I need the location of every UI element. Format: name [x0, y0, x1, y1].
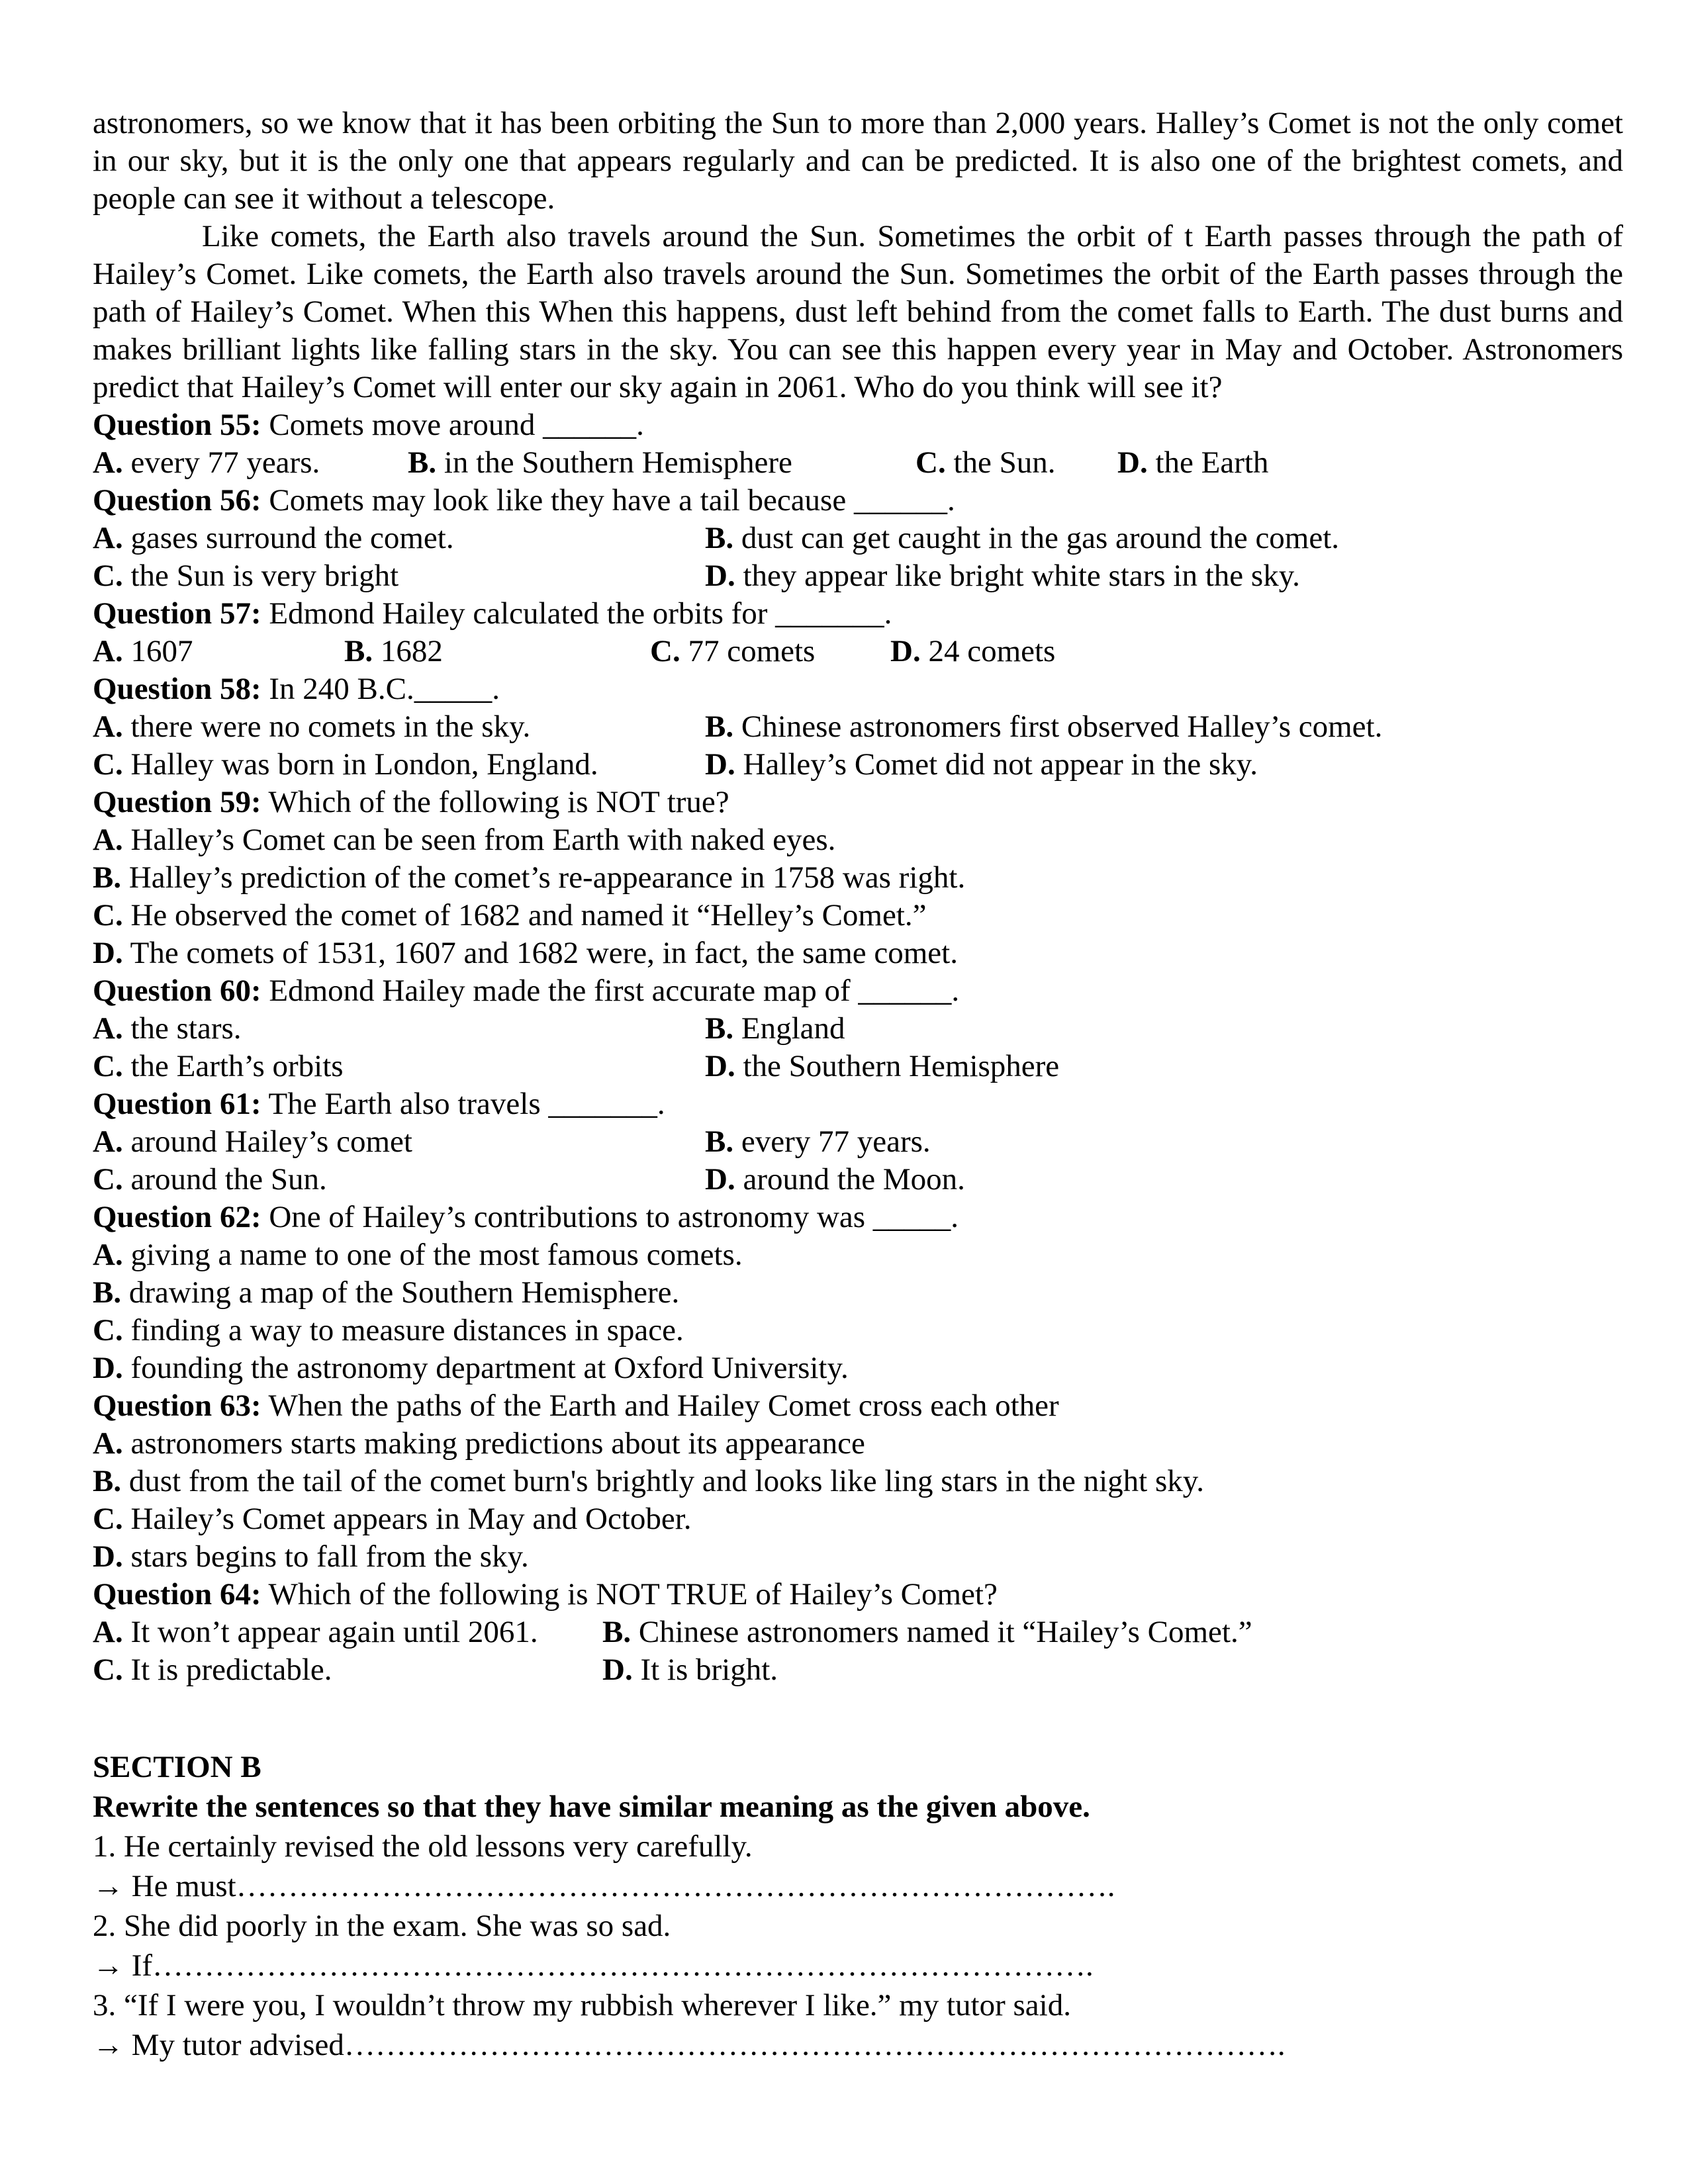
question-62-text: One of Hailey’s contributions to astronomy was _____.: [269, 1200, 959, 1234]
option-57-C-text: 77 comets: [688, 634, 816, 668]
option-57-A-text: 1607: [130, 634, 193, 668]
option-57-A: [93, 633, 344, 670]
option-57-A-letter: A.: [93, 634, 123, 668]
rewrite-item-1-answer-line: → He must………………………………………………………………………….: [93, 1869, 1115, 1903]
option-60-B-letter: B.: [705, 1011, 734, 1046]
option-64-A: [93, 1614, 602, 1651]
option-60-C-text: the Earth’s orbits: [130, 1049, 344, 1083]
option-56-B: [705, 520, 1623, 557]
option-60-C-letter: C.: [93, 1049, 123, 1083]
rewrite-item-3-prompt: 3. “If I were you, I wouldn’t throw my rubbish wherever I like.” my tutor said.: [93, 1988, 1071, 2023]
option-56-C-text: the Sun is very bright: [130, 559, 399, 593]
option-59-B-text: Halley’s prediction of the comet’s re-appearance in 1758 was right.: [128, 860, 966, 895]
question-63: [93, 1387, 1623, 1576]
option-63-C-text: Hailey’s Comet appears in May and October.: [130, 1502, 692, 1536]
option-57-D: [890, 633, 1623, 670]
option-60-A-text: the stars.: [130, 1011, 242, 1046]
option-60-C: [93, 1048, 705, 1085]
option-56-B-letter: B.: [705, 521, 734, 555]
option-55-D-text: the Earth: [1155, 445, 1269, 480]
option-59-D-text: The comets of 1531, 1607 and 1682 were, in fact, the same comet.: [130, 936, 958, 970]
option-62-C-letter: C.: [93, 1313, 123, 1347]
question-55-options-row: [93, 444, 1623, 482]
option-61-C-text: around the Sun.: [130, 1162, 327, 1197]
option-56-B-text: dust can get caught in the gas around the comet.: [741, 521, 1340, 555]
option-56-D-text: they appear like bright white stars in the sky.: [743, 559, 1300, 593]
option-63-A-letter: A.: [93, 1426, 123, 1461]
option-57-B: [344, 633, 650, 670]
question-63-options-row: [93, 1500, 1623, 1538]
option-64-D: [602, 1651, 1623, 1689]
option-58-B-letter: B.: [705, 709, 734, 744]
option-56-A-text: gases surround the comet.: [130, 521, 454, 555]
option-56-C: [93, 557, 705, 595]
option-63-D-letter: D.: [93, 1539, 123, 1574]
option-63-C-letter: C.: [93, 1502, 123, 1536]
question-64-stem: [93, 1576, 1623, 1614]
question-62-options-row: [93, 1349, 1623, 1387]
option-55-A-text: every 77 years.: [130, 445, 320, 480]
option-63-D-text: stars begins to fall from the sky.: [130, 1539, 529, 1574]
question-60-label: Question 60:: [93, 974, 261, 1008]
option-61-C: [93, 1161, 705, 1199]
question-57-text: Edmond Hailey calculated the orbits for _______.: [269, 596, 892, 631]
option-62-B: [93, 1274, 1623, 1312]
option-64-C: [93, 1651, 602, 1689]
option-60-B: [705, 1010, 1623, 1048]
option-59-A-letter: A.: [93, 823, 123, 857]
option-63-B: [93, 1463, 1623, 1500]
question-60-options-row: [93, 1010, 1623, 1048]
option-58-B: [705, 708, 1623, 746]
option-57-D-letter: D.: [890, 634, 921, 668]
option-56-D-letter: D.: [705, 559, 735, 593]
option-59-C-text: He observed the comet of 1682 and named it “Helley’s Comet.”: [130, 898, 927, 933]
option-58-A: [93, 708, 705, 746]
option-64-B: [602, 1614, 1623, 1651]
option-60-A: [93, 1010, 705, 1048]
question-55-label: Question 55:: [93, 408, 261, 442]
question-59-text: Which of the following is NOT true?: [268, 785, 729, 819]
question-61-options-row: [93, 1123, 1623, 1161]
option-64-A-letter: A.: [93, 1615, 123, 1649]
option-60-B-text: England: [741, 1011, 845, 1046]
question-63-text: When the paths of the Earth and Hailey Comet cross each other: [268, 1388, 1059, 1423]
option-56-A: [93, 520, 705, 557]
option-60-D-text: the Southern Hemisphere: [743, 1049, 1060, 1083]
question-60-text: Edmond Hailey made the first accurate map of ______.: [269, 974, 960, 1008]
question-57: [93, 595, 1623, 670]
option-63-D: [93, 1538, 1623, 1576]
question-59: [93, 784, 1623, 972]
option-59-C-letter: C.: [93, 898, 123, 933]
option-59-A-text: Halley’s Comet can be seen from Earth with naked eyes.: [130, 823, 836, 857]
question-59-options-row: [93, 821, 1623, 859]
rewrite-item-2: [93, 1906, 1623, 1985]
passage-paragraph-1: astronomers, so we know that it has been orbiting the Sun to more than 2,000 years. Halley’s Comet is not the only comet in our sky, but it is the only one that appears regularly and can be predicted. It is also one of the brightest comets, and people can see it without a telescope.: [93, 106, 1623, 216]
rewrite-item-1-prompt: 1. He certainly revised the old lessons very carefully.: [93, 1829, 753, 1864]
option-64-D-text: It is bright.: [640, 1653, 778, 1687]
passage-paragraph-2: Like comets, the Earth also travels around the Sun. Sometimes the orbit of t Earth passes through the path of Hailey’s Comet. Like comets, the Earth also travels around the Sun. Sometimes the orbit of the Earth passes through the path of Hailey’s Comet. When this When this happens, dust left behind from the comet falls to Earth. The dust burns and makes brilliant lights like falling stars in the sky. You can see this happen every year in May and October. Astronomers predict that Hailey’s Comet will enter our sky again in 2061. Who do you think will see it?: [93, 219, 1623, 404]
option-61-B-letter: B.: [705, 1124, 734, 1159]
question-58: [93, 670, 1623, 784]
option-59-B-letter: B.: [93, 860, 122, 895]
question-59-options-row: [93, 897, 1623, 934]
question-62: [93, 1199, 1623, 1387]
question-62-stem: [93, 1199, 1623, 1236]
option-55-B-text: in the Southern Hemisphere: [444, 445, 792, 480]
option-55-A: [93, 444, 408, 482]
section-b-items: [93, 1827, 1623, 2065]
option-64-C-letter: C.: [93, 1653, 123, 1687]
option-64-B-letter: B.: [602, 1615, 632, 1649]
option-55-D-letter: D.: [1117, 445, 1148, 480]
option-58-A-text: there were no comets in the sky.: [130, 709, 531, 744]
section-b-heading: SECTION B: [93, 1750, 261, 1784]
option-55-A-letter: A.: [93, 445, 123, 480]
question-58-options-row: [93, 708, 1623, 746]
question-59-label: Question 59:: [93, 785, 261, 819]
option-58-C: [93, 746, 705, 784]
question-61-label: Question 61:: [93, 1087, 261, 1121]
question-56-options-row: [93, 557, 1623, 595]
option-57-C: [650, 633, 890, 670]
question-57-stem: [93, 595, 1623, 633]
option-56-C-letter: C.: [93, 559, 123, 593]
question-59-options-row: [93, 859, 1623, 897]
option-62-A-text: giving a name to one of the most famous comets.: [130, 1238, 743, 1272]
question-60: [93, 972, 1623, 1085]
option-58-B-text: Chinese astronomers first observed Halley’s comet.: [741, 709, 1383, 744]
option-61-A-letter: A.: [93, 1124, 123, 1159]
question-58-stem: [93, 670, 1623, 708]
option-56-A-letter: A.: [93, 521, 123, 555]
option-55-B-letter: B.: [408, 445, 437, 480]
option-61-D-letter: D.: [705, 1162, 735, 1197]
question-63-options-row: [93, 1538, 1623, 1576]
question-61-text: The Earth also travels _______.: [268, 1087, 665, 1121]
option-60-D: [705, 1048, 1623, 1085]
option-58-A-letter: A.: [93, 709, 123, 744]
question-57-label: Question 57:: [93, 596, 261, 631]
option-64-A-text: It won’t appear again until 2061.: [130, 1615, 538, 1649]
option-61-D-text: around the Moon.: [743, 1162, 965, 1197]
option-63-C: [93, 1500, 1623, 1538]
option-61-C-letter: C.: [93, 1162, 123, 1197]
option-61-B-text: every 77 years.: [741, 1124, 931, 1159]
option-55-B: [408, 444, 915, 482]
option-62-C-text: finding a way to measure distances in space.: [130, 1313, 684, 1347]
option-63-A: [93, 1425, 1623, 1463]
option-58-D-letter: D.: [705, 747, 735, 782]
option-62-D-text: founding the astronomy department at Oxford University.: [130, 1351, 849, 1385]
rewrite-item-2-prompt: 2. She did poorly in the exam. She was so sad.: [93, 1909, 671, 1943]
option-57-D-text: 24 comets: [928, 634, 1056, 668]
option-64-D-letter: D.: [602, 1653, 633, 1687]
question-61: [93, 1085, 1623, 1199]
option-63-B-text: dust from the tail of the comet burn's brightly and looks like ling stars in the night sky.: [128, 1464, 1204, 1498]
option-58-C-text: Halley was born in London, England.: [130, 747, 598, 782]
option-62-D-letter: D.: [93, 1351, 123, 1385]
option-55-C-letter: C.: [915, 445, 946, 480]
question-56-options-row: [93, 520, 1623, 557]
question-63-options-row: [93, 1463, 1623, 1500]
question-64-label: Question 64:: [93, 1577, 261, 1612]
option-59-B: [93, 859, 1623, 897]
option-61-A: [93, 1123, 705, 1161]
option-60-A-letter: A.: [93, 1011, 123, 1046]
option-63-B-letter: B.: [93, 1464, 122, 1498]
question-62-options-row: [93, 1274, 1623, 1312]
option-63-A-text: astronomers starts making predictions about its appearance: [130, 1426, 865, 1461]
option-62-D: [93, 1349, 1623, 1387]
option-56-D: [705, 557, 1623, 595]
option-59-A: [93, 821, 1623, 859]
question-63-label: Question 63:: [93, 1388, 261, 1423]
option-59-C: [93, 897, 1623, 934]
question-56-text: Comets may look like they have a tail because ______.: [269, 483, 955, 518]
option-59-D-letter: D.: [93, 936, 123, 970]
question-62-options-row: [93, 1236, 1623, 1274]
question-58-options-row: [93, 746, 1623, 784]
option-62-A-letter: A.: [93, 1238, 123, 1272]
option-55-D: [1117, 444, 1623, 482]
question-63-stem: [93, 1387, 1623, 1425]
question-60-stem: [93, 972, 1623, 1010]
questions-section: [93, 406, 1623, 1689]
option-61-D: [705, 1161, 1623, 1199]
option-61-A-text: around Hailey’s comet: [130, 1124, 412, 1159]
option-55-C: [915, 444, 1117, 482]
option-55-C-text: the Sun.: [953, 445, 1056, 480]
question-56-label: Question 56:: [93, 483, 261, 518]
question-64-text: Which of the following is NOT TRUE of Hailey’s Comet?: [268, 1577, 998, 1612]
question-55-stem: [93, 406, 1623, 444]
option-62-C: [93, 1312, 1623, 1349]
option-62-A: [93, 1236, 1623, 1274]
option-57-C-letter: C.: [650, 634, 680, 668]
question-55: [93, 406, 1623, 482]
option-58-D-text: Halley’s Comet did not appear in the sky.: [743, 747, 1258, 782]
question-58-text: In 240 B.C._____.: [269, 672, 500, 706]
question-62-options-row: [93, 1312, 1623, 1349]
option-62-B-text: drawing a map of the Southern Hemisphere.: [128, 1275, 680, 1310]
question-56: [93, 482, 1623, 595]
question-62-label: Question 62:: [93, 1200, 261, 1234]
rewrite-item-1: [93, 1827, 1623, 1906]
reading-passage: [93, 105, 1623, 406]
question-64-options-row: [93, 1614, 1623, 1651]
page-content: [93, 105, 1623, 2065]
question-64-options-row: [93, 1651, 1623, 1689]
option-62-B-letter: B.: [93, 1275, 122, 1310]
question-58-label: Question 58:: [93, 672, 261, 706]
question-64: [93, 1576, 1623, 1689]
question-63-options-row: [93, 1425, 1623, 1463]
section-b: [93, 1747, 1623, 2065]
option-57-B-letter: B.: [344, 634, 373, 668]
option-57-B-text: 1682: [380, 634, 443, 668]
section-b-instruction: Rewrite the sentences so that they have similar meaning as the given above.: [93, 1790, 1090, 1824]
option-64-C-text: It is predictable.: [130, 1653, 332, 1687]
question-61-options-row: [93, 1161, 1623, 1199]
option-58-D: [705, 746, 1623, 784]
option-61-B: [705, 1123, 1623, 1161]
option-60-D-letter: D.: [705, 1049, 735, 1083]
rewrite-item-2-answer-line: → If……………………………………………………………………………….: [93, 1948, 1094, 1983]
option-64-B-text: Chinese astronomers named it “Hailey’s Comet.”: [638, 1615, 1252, 1649]
rewrite-item-3-answer-line: → My tutor advised……………………………………………………………………………….: [93, 2028, 1286, 2062]
question-60-options-row: [93, 1048, 1623, 1085]
question-56-stem: [93, 482, 1623, 520]
question-55-text: Comets move around ______.: [269, 408, 644, 442]
question-59-stem: [93, 784, 1623, 821]
question-57-options-row: [93, 633, 1623, 670]
question-61-stem: [93, 1085, 1623, 1123]
option-58-C-letter: C.: [93, 747, 123, 782]
option-59-D: [93, 934, 1623, 972]
rewrite-item-3: [93, 1985, 1623, 2065]
question-59-options-row: [93, 934, 1623, 972]
